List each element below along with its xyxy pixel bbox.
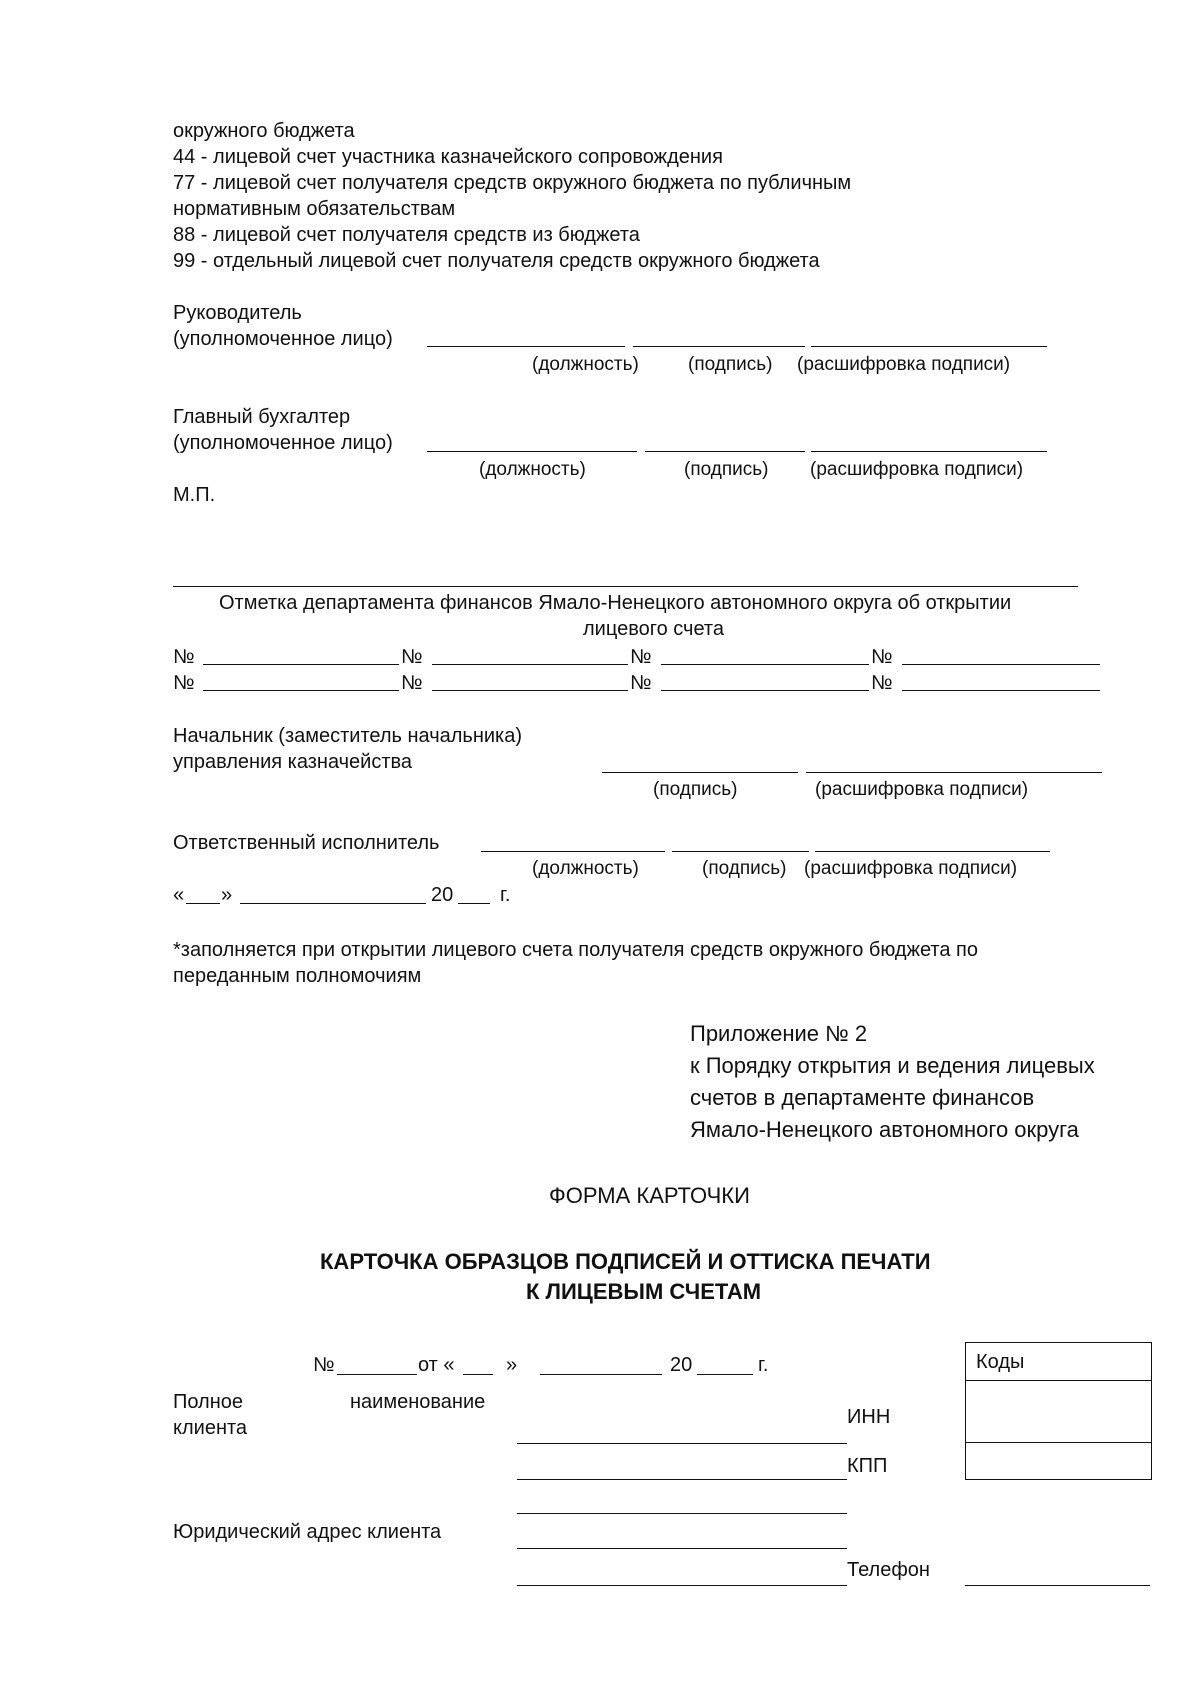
- treasury-decode-line[interactable]: [806, 772, 1102, 773]
- kpp-code-cell[interactable]: [966, 1444, 1151, 1479]
- accountant-caption-decode: (расшифровка подписи): [810, 459, 1024, 480]
- dept-num-line[interactable]: [661, 664, 869, 665]
- footnote-line-2: переданным полномочиям: [173, 965, 422, 987]
- codes-line-2: 77 - лицевой счет получателя средств окружного бюджета по публичным: [173, 172, 852, 194]
- head-signature-line[interactable]: [633, 346, 805, 347]
- dept-mark-title-2: лицевого счета: [583, 618, 724, 640]
- treasury-label-1: Начальник (заместитель начальника): [173, 725, 523, 747]
- accountant-signature-line[interactable]: [645, 451, 805, 452]
- card-quote-close: »: [506, 1354, 518, 1376]
- treasury-caption-decode: (расшифровка подписи): [815, 779, 1029, 800]
- card-number-line[interactable]: [337, 1374, 417, 1375]
- appendix-line-2: к Порядку открытия и ведения лицевых: [690, 1053, 1095, 1078]
- date-year-line[interactable]: [458, 903, 490, 904]
- accountant-label-1: Главный бухгалтер: [173, 406, 351, 428]
- codes-line-0: окружного бюджета: [173, 120, 355, 142]
- head-caption-position: (должность): [532, 354, 639, 375]
- dept-num-line[interactable]: [902, 690, 1100, 691]
- card-title-2: К ЛИЦЕВЫМ СЧЕТАМ: [526, 1279, 762, 1304]
- dept-num-line[interactable]: [203, 690, 399, 691]
- card-year-line[interactable]: [697, 1374, 753, 1375]
- date-quote-open: «: [173, 884, 185, 906]
- dept-num-line[interactable]: [902, 664, 1100, 665]
- accountant-label-2: (уполномоченное лицо): [173, 432, 393, 454]
- date-day-line[interactable]: [186, 903, 220, 904]
- dept-num-line[interactable]: [432, 664, 628, 665]
- dept-num-sign: №: [173, 672, 195, 694]
- head-caption-decode: (расшифровка подписи): [797, 354, 1011, 375]
- kpp-label: КПП: [847, 1455, 888, 1477]
- dept-num-line[interactable]: [203, 664, 399, 665]
- date-year-prefix: 20: [431, 884, 454, 906]
- card-year-suffix: г.: [758, 1354, 769, 1376]
- accountant-caption-signature: (подпись): [684, 459, 769, 480]
- card-day-line[interactable]: [463, 1374, 493, 1375]
- appendix-line-1: Приложение № 2: [690, 1021, 868, 1046]
- head-label-2: (уполномоченное лицо): [173, 328, 393, 350]
- card-month-line[interactable]: [540, 1374, 662, 1375]
- appendix-line-3: счетов в департаменте финансов: [690, 1085, 1035, 1110]
- codes-box: [965, 1342, 1152, 1480]
- appendix-line-4: Ямало-Ненецкого автономного округа: [690, 1117, 1079, 1142]
- phone-label: Телефон: [847, 1559, 930, 1581]
- executor-signature-line[interactable]: [672, 851, 809, 852]
- phone-line[interactable]: [965, 1585, 1150, 1586]
- dept-num-line[interactable]: [432, 690, 628, 691]
- date-year-suffix: г.: [500, 884, 511, 906]
- codes-row-divider: [966, 1442, 1151, 1443]
- client-fullname-word2: наименование: [350, 1391, 486, 1413]
- client-address-line-1[interactable]: [517, 1513, 847, 1514]
- dept-num-sign: №: [401, 646, 423, 668]
- dept-num-sign: №: [630, 646, 652, 668]
- head-caption-signature: (подпись): [688, 354, 773, 375]
- codes-line-1: 44 - лицевой счет участника казначейского сопровождения: [173, 146, 723, 168]
- executor-caption-position: (должность): [532, 858, 639, 879]
- date-quote-close: »: [221, 884, 233, 906]
- codes-header-divider: [966, 1380, 1151, 1381]
- executor-position-line[interactable]: [481, 851, 665, 852]
- dept-num-line[interactable]: [661, 690, 869, 691]
- executor-label: Ответственный исполнитель: [173, 832, 440, 854]
- card-from: от «: [418, 1354, 455, 1376]
- dept-mark-line: [173, 586, 1078, 587]
- dept-num-sign: №: [173, 646, 195, 668]
- inn-label: ИНН: [847, 1406, 891, 1428]
- card-num-sign: №: [313, 1354, 335, 1376]
- accountant-decode-line[interactable]: [811, 451, 1047, 452]
- client-fullname-word1: Полное: [173, 1391, 244, 1413]
- head-position-line[interactable]: [427, 346, 625, 347]
- footnote-line-1: *заполняется при открытии лицевого счета получателя средств окружного бюджета по: [173, 939, 978, 961]
- codes-header: Коды: [976, 1351, 1025, 1373]
- client-address-label: Юридический адрес клиента: [173, 1521, 442, 1543]
- dept-num-sign: №: [401, 672, 423, 694]
- client-name-line-1[interactable]: [517, 1443, 847, 1444]
- codes-line-3: нормативным обязательствам: [173, 198, 456, 220]
- date-month-line[interactable]: [240, 903, 426, 904]
- accountant-position-line[interactable]: [427, 451, 637, 452]
- executor-decode-line[interactable]: [815, 851, 1050, 852]
- head-label-1: Руководитель: [173, 302, 302, 324]
- client-address-line-2[interactable]: [517, 1548, 847, 1549]
- treasury-label-2: управления казначейства: [173, 751, 413, 773]
- treasury-signature-line[interactable]: [602, 772, 798, 773]
- executor-caption-signature: (подпись): [702, 858, 787, 879]
- dept-num-sign: №: [871, 672, 893, 694]
- client-name-line-2[interactable]: [517, 1479, 847, 1480]
- dept-num-sign: №: [871, 646, 893, 668]
- executor-caption-decode: (расшифровка подписи): [804, 858, 1018, 879]
- card-title-1: КАРТОЧКА ОБРАЗЦОВ ПОДПИСЕЙ И ОТТИСКА ПЕЧАТИ: [320, 1249, 931, 1274]
- accountant-caption-position: (должность): [479, 459, 586, 480]
- inn-code-cell[interactable]: [966, 1382, 1151, 1442]
- stamp-place: М.П.: [173, 484, 216, 506]
- client-fullname-word3: клиента: [173, 1417, 248, 1439]
- treasury-caption-signature: (подпись): [653, 779, 738, 800]
- form-label: ФОРМА КАРТОЧКИ: [549, 1183, 750, 1208]
- codes-line-5: 99 - отдельный лицевой счет получателя средств окружного бюджета: [173, 250, 820, 272]
- head-decode-line[interactable]: [811, 346, 1047, 347]
- client-address-line-3[interactable]: [517, 1585, 847, 1586]
- dept-num-sign: №: [630, 672, 652, 694]
- card-year-prefix: 20: [670, 1354, 693, 1376]
- codes-line-4: 88 - лицевой счет получателя средств из бюджета: [173, 224, 640, 246]
- dept-mark-title-1: Отметка департамента финансов Ямало-Ненецкого автономного округа об открытии: [219, 592, 1012, 614]
